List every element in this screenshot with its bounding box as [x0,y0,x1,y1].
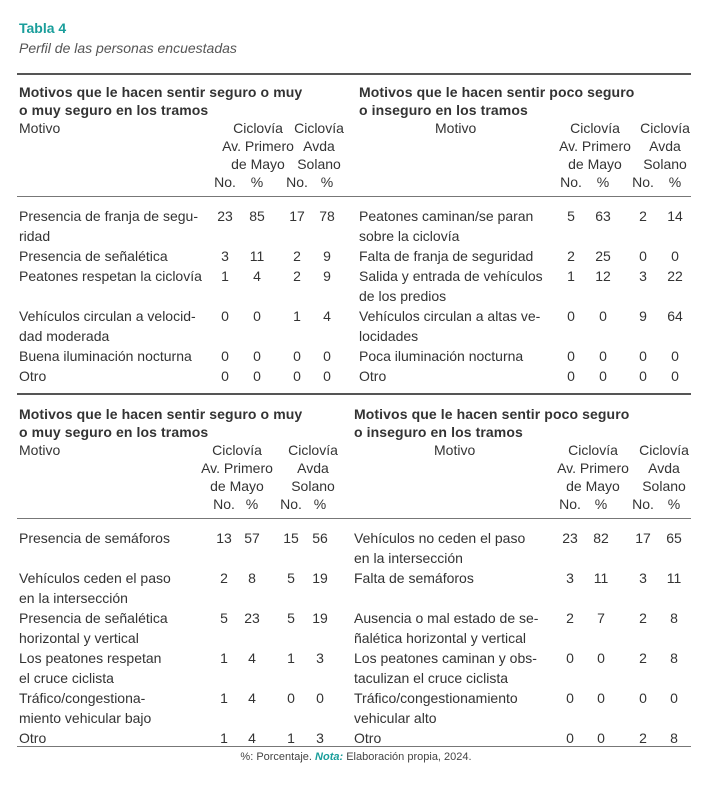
row-value: 56 [312,530,328,546]
column-header-pct: % [667,496,681,512]
row-value: 85 [249,208,265,224]
panel-heading: o muy seguro en los tramos [19,424,209,440]
row-value: 57 [244,530,260,546]
row-label: Otro [19,730,47,746]
row-label: Los peatones respetan [19,650,162,666]
row-value: 19 [312,570,328,586]
row-value: 0 [671,368,679,384]
panel-heading: Motivos que le hacen sentir poco seguro [354,406,630,422]
row-label: Presencia de señalética [19,248,168,264]
row-label: sobre la ciclovía [359,228,460,244]
row-label: horizontal y vertical [19,630,139,646]
row-value: 0 [599,308,607,324]
row-label: ñalética horizontal y vertical [354,630,526,646]
column-header-ciclovia-avda-solano: Solano [642,478,686,494]
column-header-motivo: Motivo [19,442,61,458]
row-value: 0 [566,690,574,706]
row-value: 3 [316,650,324,666]
row-value: 0 [599,368,607,384]
row-label: Presencia de señalética [19,610,168,626]
row-value: 1 [287,650,295,666]
row-label: Presencia de semáforos [19,530,170,546]
row-value: 0 [597,690,605,706]
table-note [0,751,712,763]
row-value: 7 [597,610,605,626]
row-value: 0 [599,348,607,364]
column-header-ciclovia-avda-solano: Solano [643,156,687,172]
column-header-ciclovia-primero-de-mayo: Av. Primero [201,460,273,476]
row-label: Otro [19,368,47,384]
column-header-pct: % [313,496,327,512]
row-value: 3 [316,730,324,746]
row-label: Poca iluminación nocturna [359,348,524,364]
row-label: en la intersección [354,550,463,566]
row-label: vehicular alto [354,710,437,726]
column-header-pct: % [245,496,259,512]
column-header-ciclovia-avda-solano: Avda [303,138,335,154]
row-value: 1 [567,268,575,284]
note-label: Nota: [315,751,344,763]
column-header-no: No. [632,496,654,512]
row-value: 0 [566,650,574,666]
column-header-no: No. [280,496,302,512]
column-header-motivo: Motivo [434,442,476,458]
row-value: 3 [566,570,574,586]
row-label: miento vehicular bajo [19,710,152,726]
row-value: 9 [639,308,647,324]
row-value: 11 [249,248,265,264]
row-label: Vehículos circulan a velocid- [19,308,196,324]
row-value: 1 [220,690,228,706]
column-header-ciclovia-primero-de-mayo: de Mayo [210,478,264,494]
panel-heading: Motivos que le hacen sentir poco seguro [359,84,635,100]
row-label: Tráfico/congestionamiento [354,690,518,706]
column-header-ciclovia-primero-de-mayo: Ciclovía [212,442,262,458]
row-value: 9 [323,268,331,284]
row-value: 4 [248,690,256,706]
row-value: 2 [220,570,228,586]
column-header-pct: % [668,174,682,190]
row-label: de los predios [359,288,447,304]
section-rule [17,393,691,395]
row-value: 8 [670,610,678,626]
row-value: 2 [566,610,574,626]
row-value: 0 [293,348,301,364]
row-value: 4 [323,308,331,324]
column-header-ciclovia-avda-solano: Solano [297,156,341,172]
row-label: locidades [359,328,419,344]
column-header-ciclovia-avda-solano: Avda [648,460,680,476]
panel-heading: o inseguro en los tramos [354,424,523,440]
row-value: 3 [221,248,229,264]
row-label: en la intersección [19,590,128,606]
row-value: 0 [567,368,575,384]
row-value: 0 [253,348,261,364]
row-value: 0 [221,308,229,324]
row-label: ridad [19,228,51,244]
row-value: 23 [244,610,260,626]
row-value: 2 [639,208,647,224]
row-label: el cruce ciclista [19,670,114,686]
row-value: 17 [289,208,305,224]
row-label: Vehículos circulan a altas ve- [359,308,541,324]
row-value: 0 [566,730,574,746]
column-header-ciclovia-avda-solano: Ciclovía [294,120,344,136]
row-value: 11 [593,570,609,586]
row-label: Presencia de franja de segu- [19,208,198,224]
row-value: 0 [287,690,295,706]
column-header-ciclovia-primero-de-mayo: Ciclovía [570,120,620,136]
panel-heading: Motivos que le hacen sentir seguro o muy [19,84,303,100]
row-value: 3 [639,268,647,284]
row-value: 0 [597,650,605,666]
row-value: 2 [639,610,647,626]
row-value: 0 [639,248,647,264]
column-header-ciclovia-primero-de-mayo: Ciclovía [568,442,618,458]
row-value: 8 [670,730,678,746]
row-label: Vehículos ceden el paso [19,570,171,586]
row-value: 25 [595,248,611,264]
row-value: 13 [216,530,232,546]
note-prefix: %: Porcentaje. [240,751,312,763]
column-header-ciclovia-primero-de-mayo: de Mayo [568,156,622,172]
row-value: 23 [217,208,233,224]
row-label: Los peatones caminan y obs- [354,650,537,666]
panel-left-0 [19,82,354,382]
row-value: 0 [597,730,605,746]
row-label: Falta de semáforos [354,570,474,586]
row-value: 4 [248,650,256,666]
row-value: 1 [220,730,228,746]
column-header-no: No. [559,496,581,512]
row-value: 5 [567,208,575,224]
row-value: 0 [639,368,647,384]
row-label: Peatones respetan la ciclovía [19,268,202,284]
row-value: 2 [639,650,647,666]
row-label: Otro [354,730,382,746]
column-header-pct: % [594,496,608,512]
row-value: 11 [666,570,682,586]
column-header-ciclovia-primero-de-mayo: Ciclovía [233,120,283,136]
column-header-ciclovia-avda-solano: Ciclovía [288,442,338,458]
row-label: Peatones caminan/se paran [359,208,534,224]
column-header-pct: % [596,174,610,190]
row-value: 0 [221,368,229,384]
column-header-ciclovia-avda-solano: Avda [649,138,681,154]
row-label: Tráfico/congestiona- [19,690,146,706]
column-header-motivo: Motivo [435,120,477,136]
row-value: 19 [312,610,328,626]
row-value: 1 [293,308,301,324]
row-value: 78 [319,208,335,224]
row-value: 0 [316,690,324,706]
column-header-ciclovia-avda-solano: Ciclovía [639,442,689,458]
panel-left-1 [19,404,354,746]
row-label: taculizan el cruce ciclista [354,670,509,686]
row-value: 14 [667,208,683,224]
panel-heading: Motivos que le hacen sentir seguro o muy [19,406,303,422]
row-value: 0 [671,248,679,264]
row-value: 5 [287,570,295,586]
column-header-ciclovia-primero-de-mayo: de Mayo [231,156,285,172]
column-header-ciclovia-primero-de-mayo: de Mayo [566,478,620,494]
row-value: 2 [293,248,301,264]
column-header-no: No. [286,174,308,190]
row-value: 0 [639,690,647,706]
column-header-pct: % [250,174,264,190]
panel-right-1 [354,404,689,746]
row-label: Buena iluminación nocturna [19,348,192,364]
panel-right-0 [359,82,694,382]
column-header-no: No. [560,174,582,190]
row-value: 23 [562,530,578,546]
column-header-no: No. [632,174,654,190]
row-value: 0 [221,348,229,364]
row-label: Vehículos no ceden el paso [354,530,526,546]
column-header-ciclovia-avda-solano: Ciclovía [640,120,690,136]
column-header-ciclovia-avda-solano: Solano [291,478,335,494]
row-value: 0 [639,348,647,364]
row-label: Salida y entrada de vehículos [359,268,543,284]
row-value: 0 [670,690,678,706]
row-label: Otro [359,368,387,384]
column-header-pct: % [320,174,334,190]
column-header-no: No. [214,174,236,190]
note-text: Elaboración propia, 2024. [346,751,472,763]
row-value: 0 [567,348,575,364]
row-value: 12 [595,268,611,284]
row-value: 22 [667,268,683,284]
row-value: 82 [593,530,609,546]
row-value: 0 [671,348,679,364]
row-value: 4 [253,268,261,284]
row-value: 2 [639,730,647,746]
row-value: 3 [639,570,647,586]
row-value: 65 [666,530,682,546]
row-label: dad moderada [19,328,110,344]
row-value: 0 [323,348,331,364]
row-value: 1 [287,730,295,746]
column-header-ciclovia-primero-de-mayo: Av. Primero [559,138,631,154]
row-label: Ausencia o mal estado de se- [354,610,539,626]
column-header-no: No. [213,496,235,512]
row-value: 64 [667,308,683,324]
column-header-motivo: Motivo [19,120,61,136]
row-value: 4 [248,730,256,746]
row-value: 0 [567,308,575,324]
row-value: 15 [283,530,299,546]
panel-heading: o inseguro en los tramos [359,102,528,118]
panel-heading: o muy seguro en los tramos [19,102,209,118]
top-rule [17,73,691,75]
row-value: 8 [248,570,256,586]
row-value: 2 [293,268,301,284]
row-value: 8 [670,650,678,666]
row-value: 5 [287,610,295,626]
row-value: 0 [253,368,261,384]
row-value: 5 [220,610,228,626]
row-value: 0 [253,308,261,324]
row-value: 9 [323,248,331,264]
row-value: 0 [293,368,301,384]
row-value: 63 [595,208,611,224]
row-value: 0 [323,368,331,384]
column-header-ciclovia-avda-solano: Avda [297,460,329,476]
row-value: 17 [635,530,651,546]
row-value: 1 [220,650,228,666]
table-subtitle: Perfil de las personas encuestadas [19,40,237,56]
column-header-ciclovia-primero-de-mayo: Av. Primero [557,460,629,476]
row-value: 1 [221,268,229,284]
row-label: Falta de franja de seguridad [359,248,534,264]
row-value: 2 [567,248,575,264]
table-title: Tabla 4 [19,20,67,36]
column-header-ciclovia-primero-de-mayo: Av. Primero [222,138,294,154]
